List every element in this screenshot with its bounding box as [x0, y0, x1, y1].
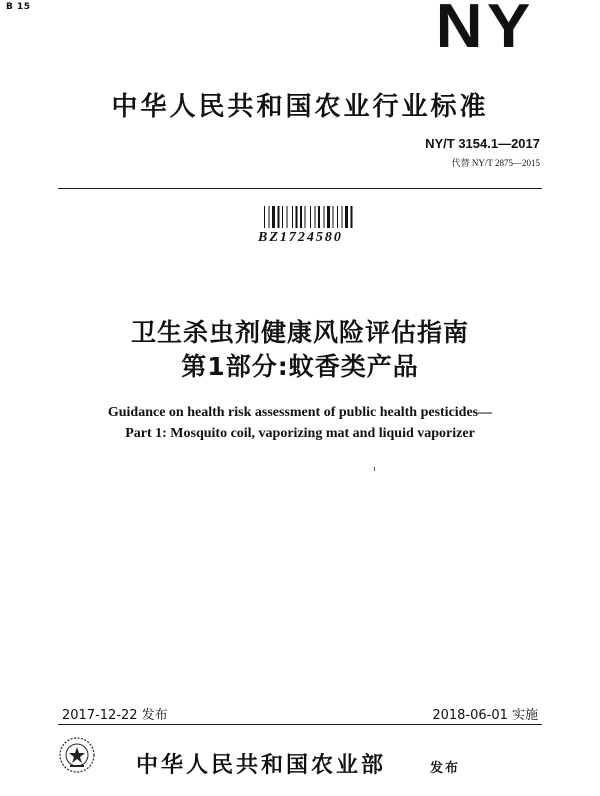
barcode-bar: [342, 206, 343, 228]
standard-category-title: 中华人民共和国农业行业标准: [111, 92, 489, 122]
barcode-bar: [345, 206, 348, 228]
english-title-line2: Part 1: Mosquito coil, vaporizing mat and liquid vaporizer: [125, 426, 475, 441]
ccs-code: B 15: [6, 2, 31, 12]
publish-label: 发布: [430, 761, 461, 776]
barcode-number: BZ1724580: [258, 230, 343, 245]
barcode-bar: [310, 206, 311, 228]
chinese-title-line1: 卫生杀虫剂健康风险评估指南: [130, 318, 469, 347]
barcode-bar: [333, 206, 334, 228]
barcode-bar: [337, 206, 338, 228]
barcode-bar: [351, 206, 353, 228]
barcode-image: [263, 206, 367, 228]
barcode-bar: [305, 206, 306, 228]
scan-speck: [374, 467, 375, 471]
replaces-standard: 代替 NY/T 2875—2015: [451, 158, 540, 168]
barcode-bar: [282, 206, 283, 228]
barcode-bar: [269, 206, 270, 228]
issue-date: 2017-12-22 发布: [62, 708, 168, 723]
barcode-bar: [318, 206, 320, 228]
ministry-emblem-icon: [58, 736, 96, 774]
barcode-bar: [278, 206, 280, 228]
issuing-ministry: 中华人民共和国农业部: [136, 753, 387, 778]
barcode-bar: [300, 206, 302, 228]
barcode-bar: [264, 206, 265, 228]
barcode-bar: [315, 206, 316, 228]
bottom-divider: [58, 724, 542, 725]
implementation-date: 2018-06-01 实施: [432, 708, 538, 723]
ny-logo: NY: [435, 0, 535, 61]
barcode-bar: [292, 206, 293, 228]
standard-number: NY/T 3154.1—2017: [425, 136, 540, 151]
barcode-bar: [327, 206, 330, 228]
barcode-bar: [272, 206, 275, 228]
barcode-bar: [287, 206, 288, 228]
barcode-bar: [296, 206, 298, 228]
top-divider: [58, 188, 542, 189]
barcode-bar: [324, 206, 325, 228]
chinese-title-line2: 第1部分:蚊香类产品: [181, 352, 419, 381]
english-title-line1: Guidance on health risk assessment of public health pesticides—: [107, 405, 493, 420]
